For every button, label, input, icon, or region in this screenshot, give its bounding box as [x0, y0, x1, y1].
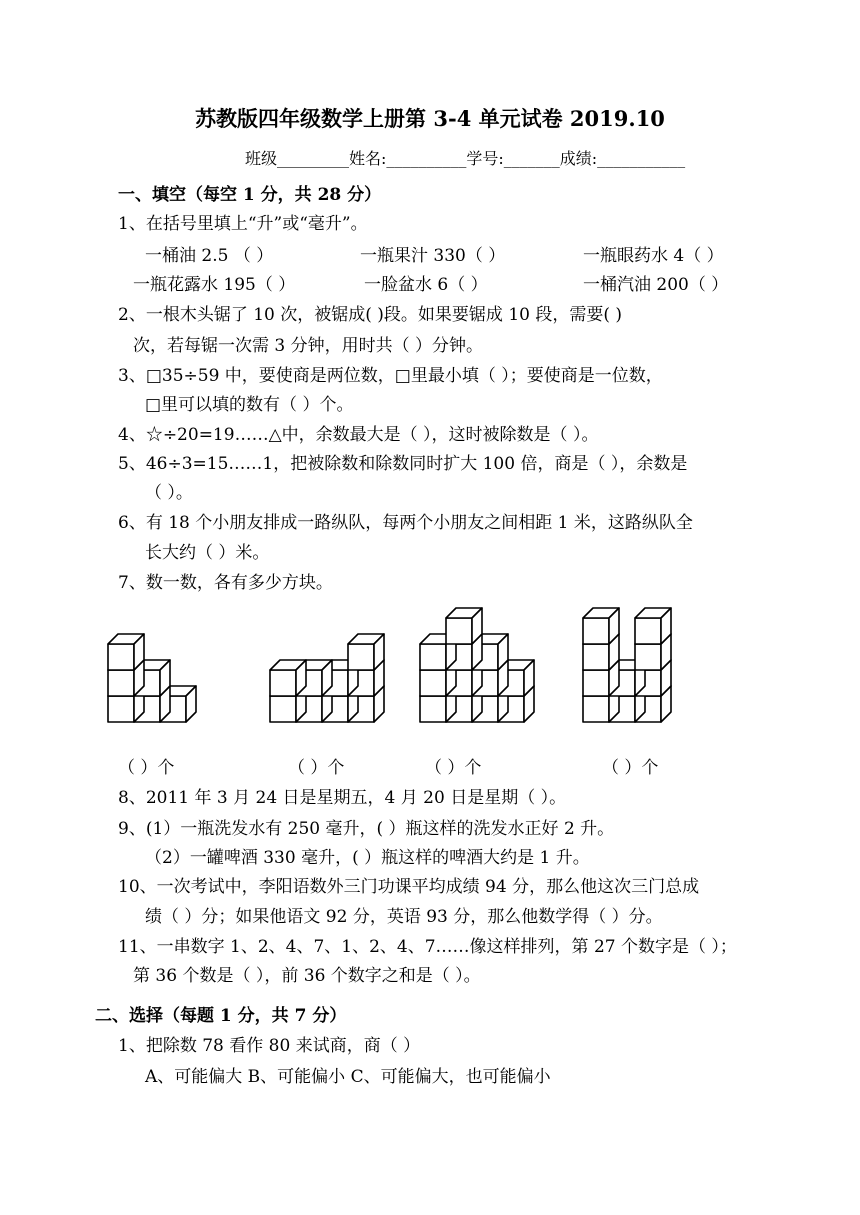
q11-line: 第 36 个数是（ ），前 36 个数字之和是（ ）。	[133, 966, 481, 986]
q2-line: 2、一根木头锯了 10 次，被锯成( )段。如果要锯成 10 段，需要( )	[118, 305, 623, 325]
q4-line: 4、☆÷20=19……△中，余数最大是（ ），这时被除数是（ ）。	[118, 425, 599, 445]
q1-item: 一瓶眼药水 4（ ）	[583, 246, 724, 266]
s2-q1-line: 1、把除数 78 看作 80 来试商，商（ ）	[118, 1036, 421, 1056]
cube-stack-figures	[100, 600, 760, 730]
q8-line: 8、2011 年 3 月 24 日是星期五，4 月 20 日是星期（ ）。	[118, 788, 567, 808]
q6-line: 6、有 18 个小朋友排成一路纵队，每两个小朋友之间相距 1 米，这路纵队全	[118, 513, 693, 533]
q1-item: 一脸盆水 6（ ）	[364, 275, 488, 295]
q11-line: 11、一串数字 1、2、4、7、1、2、4、7……像这样排列，第 27 个数字是（ ）；	[118, 937, 737, 957]
q1-item: 一桶油 2.5 （ ）	[145, 246, 274, 266]
q1-item: 一瓶果汁 330（ ）	[360, 246, 506, 266]
q6-line: 长大约（ ）米。	[145, 543, 270, 563]
q1-stem: 1、在括号里填上“升”或“毫升”。	[118, 214, 368, 234]
section1-heading: 一、填空（每空 1 分，共 28 分）	[118, 185, 382, 205]
q7-answer: （ ）个	[602, 758, 659, 778]
q5-line: 5、46÷3=15……1，把被除数和除数同时扩大 100 倍，商是（ ），余数是	[118, 454, 688, 474]
q1-item: 一瓶花露水 195（ ）	[133, 275, 296, 295]
page-title: 苏教版四年级数学上册第 3-4 单元试卷 2019.10	[195, 106, 665, 131]
q7-answer: （ ）个	[425, 758, 482, 778]
s2-q1-options: A、可能偏大 B、可能偏小 C、可能偏大，也可能偏小	[145, 1067, 551, 1087]
q3-line: 3、□35÷59 中，要使商是两位数，□里最小填（ ）；要使商是一位数，	[118, 366, 663, 386]
q9-line: （2）一罐啤酒 330 毫升，( ）瓶这样的啤酒大约是 1 升。	[145, 848, 590, 868]
q10-line: 绩（ ）分；如果他语文 92 分，英语 93 分，那么他数学得（ ）分。	[145, 907, 663, 927]
section2-heading: 二、选择（每题 1 分，共 7 分）	[95, 1006, 347, 1026]
q9-line: 9、(1）一瓶洗发水有 250 毫升，( ）瓶这样的洗发水正好 2 升。	[118, 819, 615, 839]
q5-line: （ ）。	[145, 483, 193, 503]
q7-answer: （ ）个	[118, 758, 175, 778]
q2-line: 次，若每锯一次需 3 分钟，用时共（ ）分钟。	[133, 336, 484, 356]
student-info-line: 班级_________姓名:__________学号:_______成绩:___________	[245, 149, 686, 168]
q1-item: 一桶汽油 200（ ）	[583, 275, 729, 295]
q7-answer: （ ）个	[288, 758, 345, 778]
q7-line: 7、数一数，各有多少方块。	[118, 573, 333, 593]
q10-line: 10、一次考试中，李阳语数外三门功课平均成绩 94 分，那么他这次三门总成	[118, 877, 700, 897]
q3-line: □里可以填的数有（ ）个。	[145, 395, 354, 415]
